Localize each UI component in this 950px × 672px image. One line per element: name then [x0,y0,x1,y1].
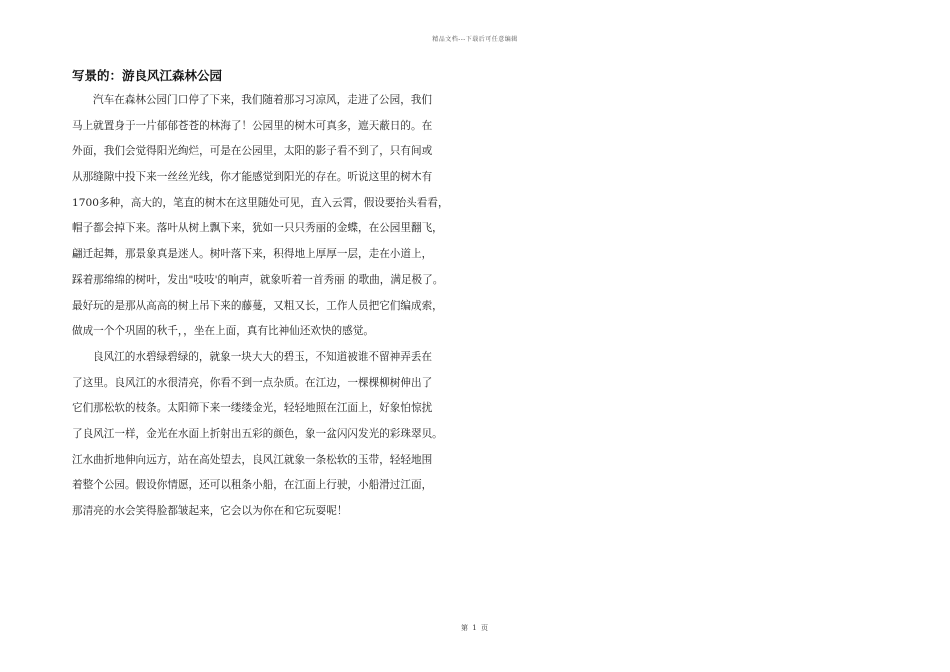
paragraph-1-line: 马上就置身于一片郁郁苍苍的林海了！公园里的树木可真多，遮天蔽日的。在 [72,119,433,132]
paragraph-1-line: 踩着那绵绵的树叶，发出"吱吱'的响声，就象听着一首秀丽 的歌曲，满足极了。 [72,273,444,286]
paragraph-2-line: 那清亮的水会笑得脸都皱起来，它会以为你在和它玩耍呢！ [72,505,348,517]
paragraph-2-line: 江水曲折地伸向远方，站在高处望去，良风江就象一条松软的玉带，轻轻地围 [72,453,433,466]
paragraph-2-line: 着整个公园。假设你情愿，还可以租条小船，在江面上行驶，小船滑过江面， [72,479,433,492]
paragraph-1-line: 外面，我们会觉得阳光绚烂，可是在公园里，太阳的影子看不到了，只有间或 [72,145,433,158]
paragraph-1-line: 做成一个个巩固的秋千，，坐在上面，真有比神仙还欢快的感觉。 [72,325,374,338]
paragraph-2-line: 了这里。良风江的水很清亮，你看不到一点杂质。在江边，一棵棵柳树伸出了 [72,376,433,389]
paragraph-1-line: 1700多种，高大的，笔直的树木在这里随处可见，直入云霄，假设要抬头看看， [72,196,449,209]
page-number: 第 1 页 [461,624,489,632]
paragraph-2-line: 良风江的水碧绿碧绿的，就象一块大大的碧玉，不知道被谁不留神弄丢在 [93,350,432,363]
paragraph-1-line: 从那缝隙中投下来一丝丝光线，你才能感觉到阳光的存在。听说这里的树木有 [72,171,433,184]
paragraph-1-line: 帽子都会掉下来。落叶从树上飘下来，犹如一只只秀丽的金蝶，在公园里翻飞， [72,222,443,235]
paragraph-1-line: 翩迁起舞，那景象真是迷人。树叶落下来，积得地上厚厚一层，走在小道上， [72,248,433,261]
paragraph-1-line: 汽车在森林公园门口停了下来，我们随着那习习凉风，走进了公园，我们 [93,94,432,106]
document-body [72,90,492,527]
document-title: 写景的：游良风江森林公园 [72,68,223,83]
paragraph-2-line: 了良风江一样，金光在水面上折射出五彩的颜色，象一盆闪闪发光的彩珠翠贝。 [72,427,443,440]
paragraph-2-line: 它们那松软的枝条。太阳筛下来一缕缕金光，轻轻地照在江面上，好象怕惊扰 [72,402,433,415]
page-header: 精品文档---下载后可任意编辑 [432,36,518,43]
paragraph-1-line: 最好玩的是那从高高的树上吊下来的藤蔓，又粗又长，工作人员把它们编成索， [72,299,443,312]
